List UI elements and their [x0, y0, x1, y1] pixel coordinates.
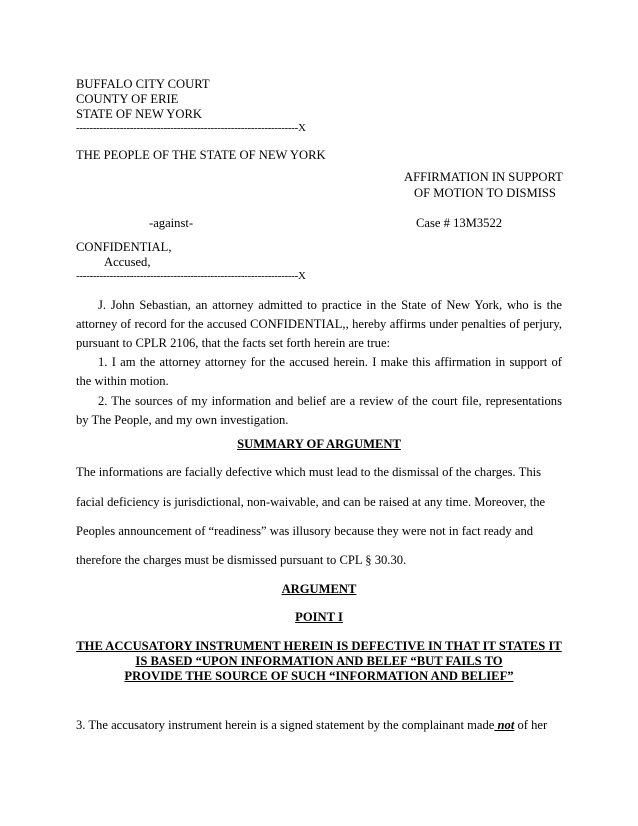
paragraph-3-emphasis: not	[494, 718, 515, 732]
paragraph-2-text: 2. The sources of my information and belief are a review of the court file, representations by The People, and my own investigation.	[76, 394, 562, 427]
county-name: COUNTY OF ERIE	[76, 92, 179, 106]
people-caption: THE PEOPLE OF THE STATE OF NEW YORK	[76, 148, 326, 162]
intro-paragraph	[76, 296, 562, 353]
paragraph-3	[76, 718, 547, 733]
accused-label: Accused,	[104, 255, 151, 269]
paragraph-2	[76, 392, 562, 430]
paragraph-1-text: 1. I am the attorney attorney for the accused herein. I make this affirmation in support of the within motion.	[76, 355, 562, 388]
paragraph-3-suffix: of her	[514, 718, 548, 732]
document-title-line2: OF MOTION TO DISMISS	[414, 186, 556, 200]
paragraph-3-text: 3. The accusatory instrument herein is a signed statement by the complainant made	[76, 718, 495, 732]
summary-line-4: therefore the charges must be dismissed pursuant to CPL § 30.30.	[76, 553, 407, 567]
caption-divider-top: ------------------------------------------------------------------X	[76, 122, 306, 134]
defendant-name: CONFIDENTIAL,	[76, 240, 172, 254]
point-heading: POINT I	[295, 610, 343, 624]
point-title-line-2: IS BASED “UPON INFORMATION AND BELEF “BUT FAILS TO	[135, 654, 503, 668]
intro-text: J. John Sebastian, an attorney admitted to practice in the State of New York, who is the attorney of record for the accused CONFIDENTIAL,, hereby affirms under penalties of perjury, pursuant to CPLR 2106, that the facts set forth herein are true:	[76, 298, 562, 350]
court-name: BUFFALO CITY COURT	[76, 77, 210, 91]
state-name: STATE OF NEW YORK	[76, 107, 202, 121]
summary-line-2: facial deficiency is jurisdictional, non-waivable, and can be raised at any time. Moreover, the	[76, 495, 546, 509]
summary-line-3: Peoples announcement of “readiness” was illusory because they were not in fact ready and	[76, 524, 534, 538]
summary-heading: SUMMARY OF ARGUMENT	[237, 437, 401, 451]
point-title-line-1: THE ACCUSATORY INSTRUMENT HEREIN IS DEFECTIVE IN THAT IT STATES IT	[76, 639, 562, 653]
argument-heading: ARGUMENT	[281, 582, 357, 596]
paragraph-1	[76, 353, 562, 391]
document-title-line1: AFFIRMATION IN SUPPORT	[404, 170, 563, 184]
case-number: Case # 13M3522	[416, 216, 503, 230]
point-heading-block	[76, 639, 562, 684]
summary-line-1: The informations are facially defective which must lead to the dismissal of the charges. This	[76, 465, 542, 479]
against-label: -against-	[149, 216, 194, 230]
caption-divider-bottom: ------------------------------------------------------------------X	[76, 270, 306, 282]
point-title-line-3: PROVIDE THE SOURCE OF SUCH “INFORMATION AND BELIEF”	[124, 669, 514, 683]
